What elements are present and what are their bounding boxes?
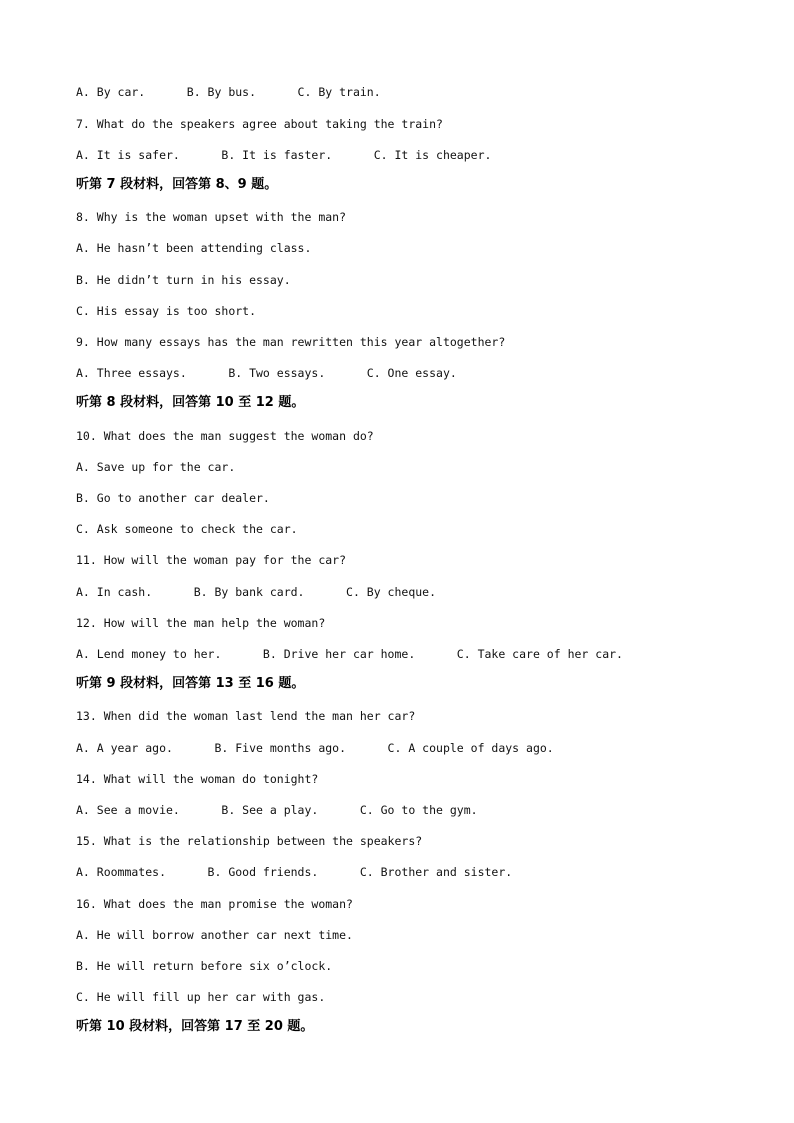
section-heading-10: 听第 10 段材料，回答第 17 至 20 题。	[76, 1019, 314, 1034]
options-q14: A. See a movie. B. See a play. C. Go to the gym.	[76, 803, 478, 817]
question-15: 15. What is the relationship between the speakers?	[76, 834, 423, 848]
question-7: 7. What do the speakers agree about taking the train?	[76, 117, 443, 131]
question-10: 10. What does the man suggest the woman do?	[76, 429, 374, 443]
option-8a: A. He hasn’t been attending class.	[76, 241, 312, 255]
option-8b: B. He didn’t turn in his essay.	[76, 273, 291, 287]
options-q12: A. Lend money to her. B. Drive her car home. C. Take care of her car.	[76, 647, 623, 661]
option-16c: C. He will fill up her car with gas.	[76, 990, 326, 1004]
option-10b: B. Go to another car dealer.	[76, 491, 270, 505]
question-9: 9. How many essays has the man rewritten this year altogether?	[76, 335, 506, 349]
question-11: 11. How will the woman pay for the car?	[76, 553, 347, 567]
option-8c: C. His essay is too short.	[76, 304, 257, 318]
options-q13: A. A year ago. B. Five months ago. C. A couple of days ago.	[76, 741, 554, 755]
option-10a: A. Save up for the car.	[76, 460, 236, 474]
section-heading-8: 听第 8 段材料，回答第 10 至 12 题。	[76, 395, 305, 410]
question-16: 16. What does the man promise the woman?	[76, 897, 353, 911]
section-heading-9: 听第 9 段材料，回答第 13 至 16 题。	[76, 676, 305, 691]
question-13: 13. When did the woman last lend the man her car?	[76, 709, 416, 723]
question-12: 12. How will the man help the woman?	[76, 616, 326, 630]
option-10c: C. Ask someone to check the car.	[76, 522, 298, 536]
question-8: 8. Why is the woman upset with the man?	[76, 210, 347, 224]
option-16a: A. He will borrow another car next time.	[76, 928, 353, 942]
options-q11: A. In cash. B. By bank card. C. By cheque.	[76, 585, 437, 599]
options-q7: A. It is safer. B. It is faster. C. It is cheaper.	[76, 148, 492, 162]
options-q15: A. Roommates. B. Good friends. C. Brother and sister.	[76, 865, 513, 879]
question-14: 14. What will the woman do tonight?	[76, 772, 319, 786]
option-16b: B. He will return before six o’clock.	[76, 959, 333, 973]
options-q6: A. By car. B. By bus. C. By train.	[76, 85, 381, 99]
section-heading-7: 听第 7 段材料，回答第 8、9 题。	[76, 177, 278, 192]
options-q9: A. Three essays. B. Two essays. C. One essay.	[76, 366, 457, 380]
